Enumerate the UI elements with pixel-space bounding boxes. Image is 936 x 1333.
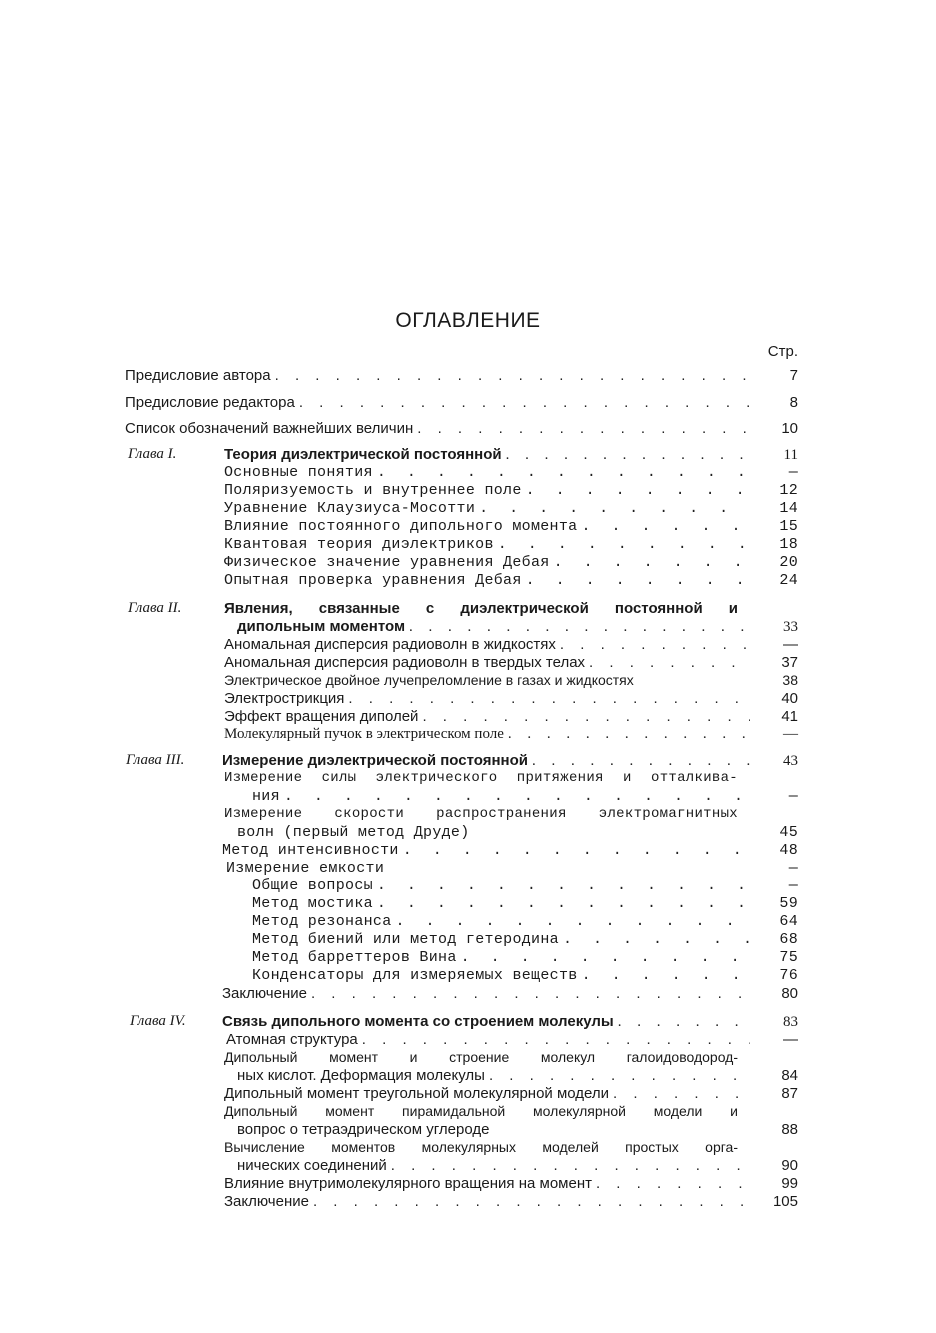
dot-leader [560, 636, 750, 653]
toc-entry [237, 1157, 798, 1174]
toc-entry [224, 500, 798, 517]
chapter-title-line: Явления, связанные с диэлектрической постоянной и [224, 600, 738, 617]
dot-leader [403, 842, 750, 859]
dot-leader [396, 913, 750, 930]
toc-subentry [252, 913, 798, 930]
entry-page: 64 [779, 913, 798, 930]
toc-entry [224, 708, 798, 725]
dot-leader [508, 726, 750, 743]
entry-text: Влияние внутримолекулярного вращения на момент [224, 1175, 592, 1192]
entry-text: Молекулярный пучок в электрическом поле [224, 726, 504, 742]
dot-leader [526, 572, 750, 589]
entry-text: ния [252, 788, 280, 805]
dot-leader [299, 394, 750, 411]
entry-page: 84 [781, 1067, 798, 1084]
entry-page: 88 [781, 1121, 798, 1138]
entry-page: 105 [772, 1193, 798, 1210]
toc-subentry [252, 967, 798, 984]
entry-text: Метод интенсивности [222, 842, 399, 859]
toc-entry [125, 420, 798, 437]
entry-page: 14 [779, 500, 798, 517]
dot-leader [377, 877, 750, 894]
toc-entry [226, 1031, 798, 1048]
chapter-title-row [237, 618, 798, 636]
entry-page: 99 [781, 1175, 798, 1192]
entry-page: 87 [781, 1085, 798, 1102]
toc-entry [224, 464, 798, 481]
toc-entry [224, 690, 798, 707]
entry-text: ных кислот. Деформация молекулы [237, 1067, 485, 1084]
entry-text: Аномальная дисперсия радиоволн в жидкостях [224, 636, 556, 653]
entry-page: 10 [781, 420, 798, 437]
toc-entry [222, 842, 798, 859]
entry-text: Метод резонанса [252, 913, 392, 930]
entry-text: Атомная структура [226, 1031, 358, 1048]
entry-text: Заключение [224, 1193, 309, 1210]
dot-leader [489, 1067, 750, 1084]
dot-leader [498, 536, 750, 553]
dot-leader [563, 931, 750, 948]
dot-leader [554, 554, 750, 571]
entry-page: 90 [781, 1157, 798, 1174]
entry-page: 80 [781, 985, 798, 1002]
entry-text-line: Дипольный момент и строение молекул галоидоводород- [224, 1049, 738, 1065]
toc-subentry [252, 877, 798, 894]
toc-entry [125, 367, 798, 384]
page-title: ОГЛАВЛЕНИЕ [395, 309, 541, 332]
toc-entry [125, 394, 798, 411]
toc-entry [237, 1067, 798, 1084]
chapter-label: Глава III. [126, 752, 185, 768]
toc-entry [237, 1121, 798, 1138]
chapter-page: 43 [783, 753, 798, 769]
chapter-title-row [224, 446, 798, 464]
dot-leader [362, 1031, 750, 1048]
entry-page: — [788, 464, 798, 481]
dot-leader [582, 967, 750, 984]
entry-text: Влияние постоянного дипольного момента [224, 518, 578, 535]
toc-subentry [252, 895, 798, 912]
chapter-label: Глава II. [128, 600, 182, 616]
entry-page: — [788, 788, 798, 805]
dot-leader [526, 482, 750, 499]
entry-text: Квантовая теория диэлектриков [224, 536, 494, 553]
entry-page: 59 [779, 895, 798, 912]
entry-text: Аномальная дисперсия радиоволн в твердых телах [224, 654, 586, 671]
entry-text: Основные понятия [224, 464, 373, 481]
entry-text: Общие вопросы [252, 877, 373, 894]
entry-page: 24 [779, 572, 798, 589]
toc-entry [224, 1193, 798, 1210]
entry-page: 48 [779, 842, 798, 859]
toc-entry [224, 536, 798, 553]
toc-entry [224, 482, 798, 499]
entry-text: волн (первый метод Друде) [237, 824, 470, 841]
dot-leader [275, 367, 750, 384]
entry-page: — [788, 860, 798, 877]
entry-text-line: Вычисление моментов молекулярных моделей простых орга- [224, 1139, 738, 1155]
entry-text: вопрос о тетраэдрическом углероде [237, 1121, 490, 1138]
toc-entry [226, 860, 798, 877]
entry-text: Заключение [222, 985, 307, 1002]
chapter-page: 11 [783, 447, 798, 463]
entry-page: 12 [779, 482, 798, 499]
entry-text-line: Измерение скорости распространения электромагнитных [224, 806, 738, 822]
entry-text: Конденсаторы для измеряемых веществ [252, 967, 578, 984]
toc-entry [224, 572, 798, 589]
entry-page: — [788, 877, 798, 894]
entry-page: — [783, 636, 798, 653]
entry-page: 40 [781, 690, 798, 707]
entry-text: Поляризуемость и внутреннее поле [224, 482, 522, 499]
dot-leader [422, 708, 750, 725]
entry-text: нических соединений [237, 1157, 387, 1174]
entry-page: 20 [779, 554, 798, 571]
entry-page: 15 [779, 518, 798, 535]
dot-leader [391, 1157, 750, 1174]
entry-text: Электрострикция [224, 690, 345, 707]
chapter-label: Глава I. [128, 446, 177, 462]
dot-leader [348, 690, 750, 707]
toc-entry [224, 554, 798, 571]
entry-page: 41 [781, 708, 798, 725]
chapter-page: 83 [783, 1014, 798, 1030]
dot-leader [596, 1175, 750, 1192]
toc-entry [252, 788, 798, 805]
toc-entry [237, 824, 798, 841]
entry-page: 38 [782, 672, 798, 688]
dot-leader [589, 654, 750, 671]
page-column-label: Стр. [767, 343, 798, 360]
dot-leader [313, 1193, 750, 1210]
dot-leader [377, 895, 750, 912]
chapter-title: Измерение диэлектрической постоянной [222, 752, 528, 769]
entry-page: 68 [779, 931, 798, 948]
entry-text: Метод биений или метод гетеродина [252, 931, 559, 948]
dot-leader [532, 753, 750, 770]
entry-page: 76 [779, 967, 798, 984]
chapter-title: Связь дипольного момента со строением молекулы [222, 1013, 614, 1030]
toc-entry [224, 672, 798, 689]
entry-page: — [783, 1031, 798, 1048]
chapter-title-row [222, 1013, 798, 1031]
entry-text: Дипольный момент треугольной молекулярной модели [224, 1085, 610, 1102]
dot-leader [284, 788, 750, 805]
dot-leader [409, 619, 750, 636]
chapter-title: дипольным моментом [237, 618, 406, 635]
entry-text: Опытная проверка уравнения Дебая [224, 572, 522, 589]
entry-page: 7 [789, 367, 798, 384]
toc-entry [224, 1085, 798, 1102]
dot-leader [618, 1014, 750, 1031]
chapter-label: Глава IV. [130, 1013, 186, 1029]
toc-entry [224, 654, 798, 671]
chapter-title-row [222, 752, 798, 770]
entry-text: Предисловие автора [125, 367, 271, 384]
entry-page: — [783, 726, 798, 742]
dot-leader [377, 464, 750, 481]
dot-leader [417, 420, 750, 437]
chapter-title: Теория диэлектрической постоянной [224, 446, 502, 463]
toc-entry [224, 1175, 798, 1192]
entry-text: Физическое значение уравнения Дебая [224, 554, 550, 571]
dot-leader [506, 447, 750, 464]
entry-text: Уравнение Клаузиуса-Мосотти [224, 500, 476, 517]
entry-text-line: Дипольный момент пирамидальной молекулярной модели и [224, 1103, 738, 1119]
dot-leader [461, 949, 750, 966]
entry-text-line: Измерение силы электрического притяжения и отталкива- [224, 770, 738, 786]
entry-page: 8 [789, 394, 798, 411]
dot-leader [479, 500, 750, 517]
toc-entry [224, 518, 798, 535]
toc-subentry [252, 949, 798, 966]
entry-text: Электрическое двойное лучепреломление в газах и жидкостях [224, 672, 634, 688]
toc-subentry [252, 931, 798, 948]
entry-text: Предисловие редактора [125, 394, 295, 411]
entry-page: 45 [779, 824, 798, 841]
entry-page: 18 [779, 536, 798, 553]
toc-entry [224, 636, 798, 653]
entry-text: Метод барреттеров Вина [252, 949, 457, 966]
entry-text: Эффект вращения диполей [224, 708, 419, 725]
toc-entry [222, 985, 798, 1002]
entry-text: Измерение емкости [226, 860, 385, 877]
dot-leader [613, 1085, 750, 1102]
dot-leader [581, 518, 750, 535]
toc-entry [224, 726, 798, 743]
dot-leader [311, 985, 750, 1002]
entry-page: 75 [779, 949, 798, 966]
entry-page: 37 [781, 654, 798, 671]
chapter-page: 33 [783, 619, 798, 635]
entry-text: Метод мостика [252, 895, 373, 912]
entry-text: Список обозначений важнейших величин [125, 420, 414, 437]
